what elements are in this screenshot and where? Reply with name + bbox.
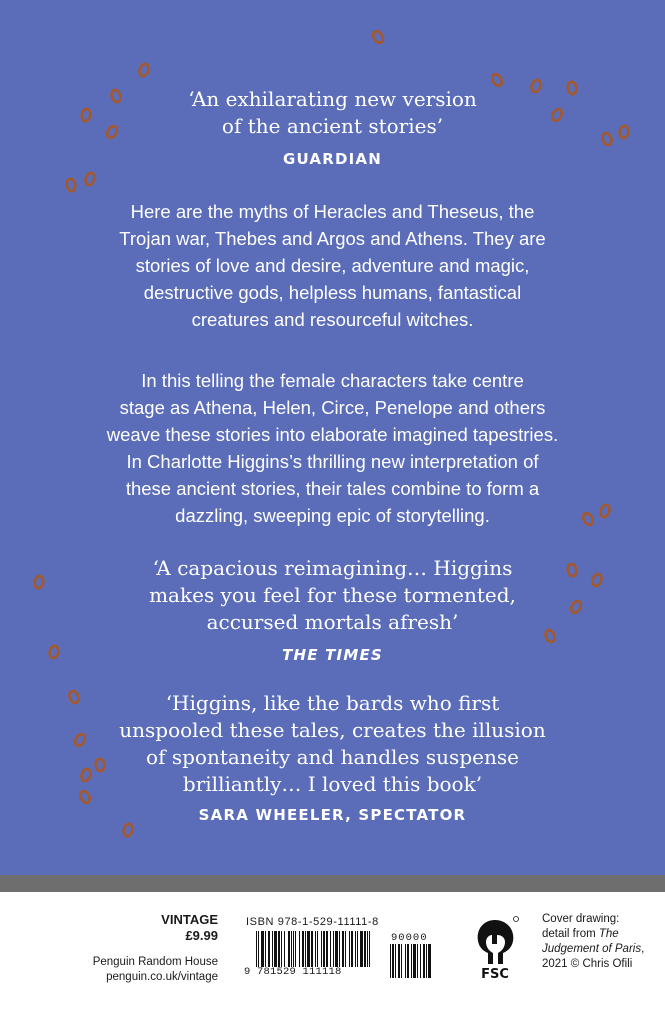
barcode-bar [305, 931, 306, 967]
review-quote-guardian [0, 86, 665, 140]
blurb-line: weave these stories into elaborate imagined tapestries. [106, 424, 559, 445]
quote-line: accursed mortals afresh’ [206, 610, 459, 634]
barcode-bar [335, 931, 338, 967]
barcode-bar [321, 931, 322, 967]
barcode-bar [405, 944, 406, 978]
imprint-block [152, 912, 218, 944]
blurb-line: Trojan war, Thebes and Argos and Athens. They are [119, 228, 546, 249]
barcode-bar [311, 931, 313, 967]
credit-line: 2021 © Chris Ofili [542, 958, 633, 970]
quote-line: unspooled these tales, creates the illusion [119, 718, 546, 742]
barcode-bar [426, 944, 427, 978]
quote-line: ‘An exhilarating new version [188, 87, 477, 111]
barcode-bar [268, 931, 270, 967]
barcode-bar [342, 931, 344, 967]
publisher-name: Penguin Random House [92, 956, 218, 968]
barcode-bar [274, 931, 277, 967]
blurb-line: In Charlotte Higgins’s thrilling new interpretation of [126, 451, 539, 472]
ornament-ring [371, 30, 384, 45]
barcode-bar [345, 931, 346, 967]
barcode-bar [395, 944, 396, 978]
barcode-bar [281, 931, 282, 967]
barcode-bar [357, 931, 358, 967]
barcode-image [256, 931, 380, 967]
barcode-bar [256, 931, 257, 967]
blurb-line: Here are the myths of Heracles and Theseus, the [130, 201, 535, 222]
barcode-bar [364, 931, 366, 967]
barcode-bar [349, 931, 350, 967]
barcode-bar [333, 931, 334, 967]
barcode-bar [367, 931, 368, 967]
quote-line: ‘Higgins, like the bards who first [165, 691, 500, 715]
fsc-text: FSC [481, 967, 509, 982]
barcode-bar [417, 944, 418, 978]
ornament-ring [138, 63, 150, 78]
blurb-line: destructive gods, helpless humans, fantastical [143, 282, 522, 303]
review-quote-times [0, 555, 665, 636]
barcode-bar [323, 931, 325, 967]
footer-panel [0, 892, 665, 1020]
cover-credit [542, 912, 652, 972]
blurb-line: dazzling, sweeping epic of storytelling. [175, 505, 490, 526]
barcode-bar [307, 931, 310, 967]
blurb-paragraph-1 [0, 198, 665, 333]
barcode-bar [293, 931, 294, 967]
price-label: £9.99 [185, 928, 218, 943]
credit-line: Judgement of Paris, [542, 943, 645, 955]
quote-source-spectator: SARA WHEELER, SPECTATOR [198, 806, 467, 824]
barcode-bar [351, 931, 353, 967]
barcode-bar [401, 944, 402, 978]
quote-line: of spontaneity and handles suspense [146, 745, 519, 769]
barcode-bar [420, 944, 421, 978]
quote-line: of the ancient stories’ [221, 114, 444, 138]
ornament-ring [123, 823, 133, 837]
barcode-bar [390, 944, 391, 978]
barcode-bar [299, 931, 300, 967]
barcode-bar [411, 944, 412, 978]
quote-source-times: THE TIMES [282, 646, 383, 664]
barcode-bar [258, 931, 259, 967]
blurb-line: In this telling the female characters take centre [141, 370, 524, 391]
barcode-bar [272, 931, 273, 967]
barcode-bar [413, 944, 416, 978]
barcode-bar [295, 931, 296, 967]
barcode-bar [284, 931, 285, 967]
barcode-bar [291, 931, 292, 967]
barcode-bar [288, 931, 290, 967]
barcode-bar [355, 931, 356, 967]
barcode-bar [360, 931, 363, 967]
barcode-bar [369, 931, 370, 967]
addon-barcode [390, 944, 446, 978]
isbn-digits: 9 781529 111118 [244, 966, 342, 978]
quote-source-guardian: GUARDIAN [283, 150, 382, 168]
barcode-bar [330, 931, 331, 967]
credit-line: Cover drawing: [542, 913, 620, 925]
barcode-bar [278, 931, 280, 967]
publisher-website: penguin.co.uk/vintage [106, 971, 218, 983]
blurb-line: these ancient stories, their tales combine to form a [125, 478, 540, 499]
barcode-bar [317, 931, 318, 967]
price-code: 90000 [391, 932, 428, 944]
barcode-bar [423, 944, 425, 978]
barcode-bar [265, 931, 266, 967]
isbn-label: ISBN 978-1-529-11111-8 [246, 916, 379, 928]
imprint-name: VINTAGE [161, 912, 218, 927]
barcode-bar [407, 944, 409, 978]
review-quote-spectator [0, 690, 665, 798]
blurb-paragraph-2 [0, 367, 665, 529]
publisher-block [58, 955, 218, 985]
divider-band [0, 875, 665, 892]
barcode-bar [339, 931, 340, 967]
barcode-bar [315, 931, 316, 967]
fsc-logo-icon [469, 914, 521, 982]
credit-line: detail from The [542, 928, 619, 940]
barcode-bar [398, 944, 400, 978]
barcode-bar [261, 931, 264, 967]
quote-line: makes you feel for these tormented, [149, 583, 516, 607]
barcode-bar [302, 931, 304, 967]
quote-line: brilliantly… I loved this book’ [182, 772, 483, 796]
blurb-line: stories of love and desire, adventure and magic, [135, 255, 530, 276]
barcode-bar [428, 944, 431, 978]
ornament-ring [66, 178, 76, 192]
ornament-ring [84, 172, 96, 187]
blurb-line: stage as Athena, Helen, Circe, Penelope and others [119, 397, 546, 418]
blurb-line: creatures and resourceful witches. [191, 309, 474, 330]
barcode-bar [392, 944, 394, 978]
barcode-bar [326, 931, 328, 967]
quote-line: ‘A capacious reimagining… Higgins [152, 556, 513, 580]
